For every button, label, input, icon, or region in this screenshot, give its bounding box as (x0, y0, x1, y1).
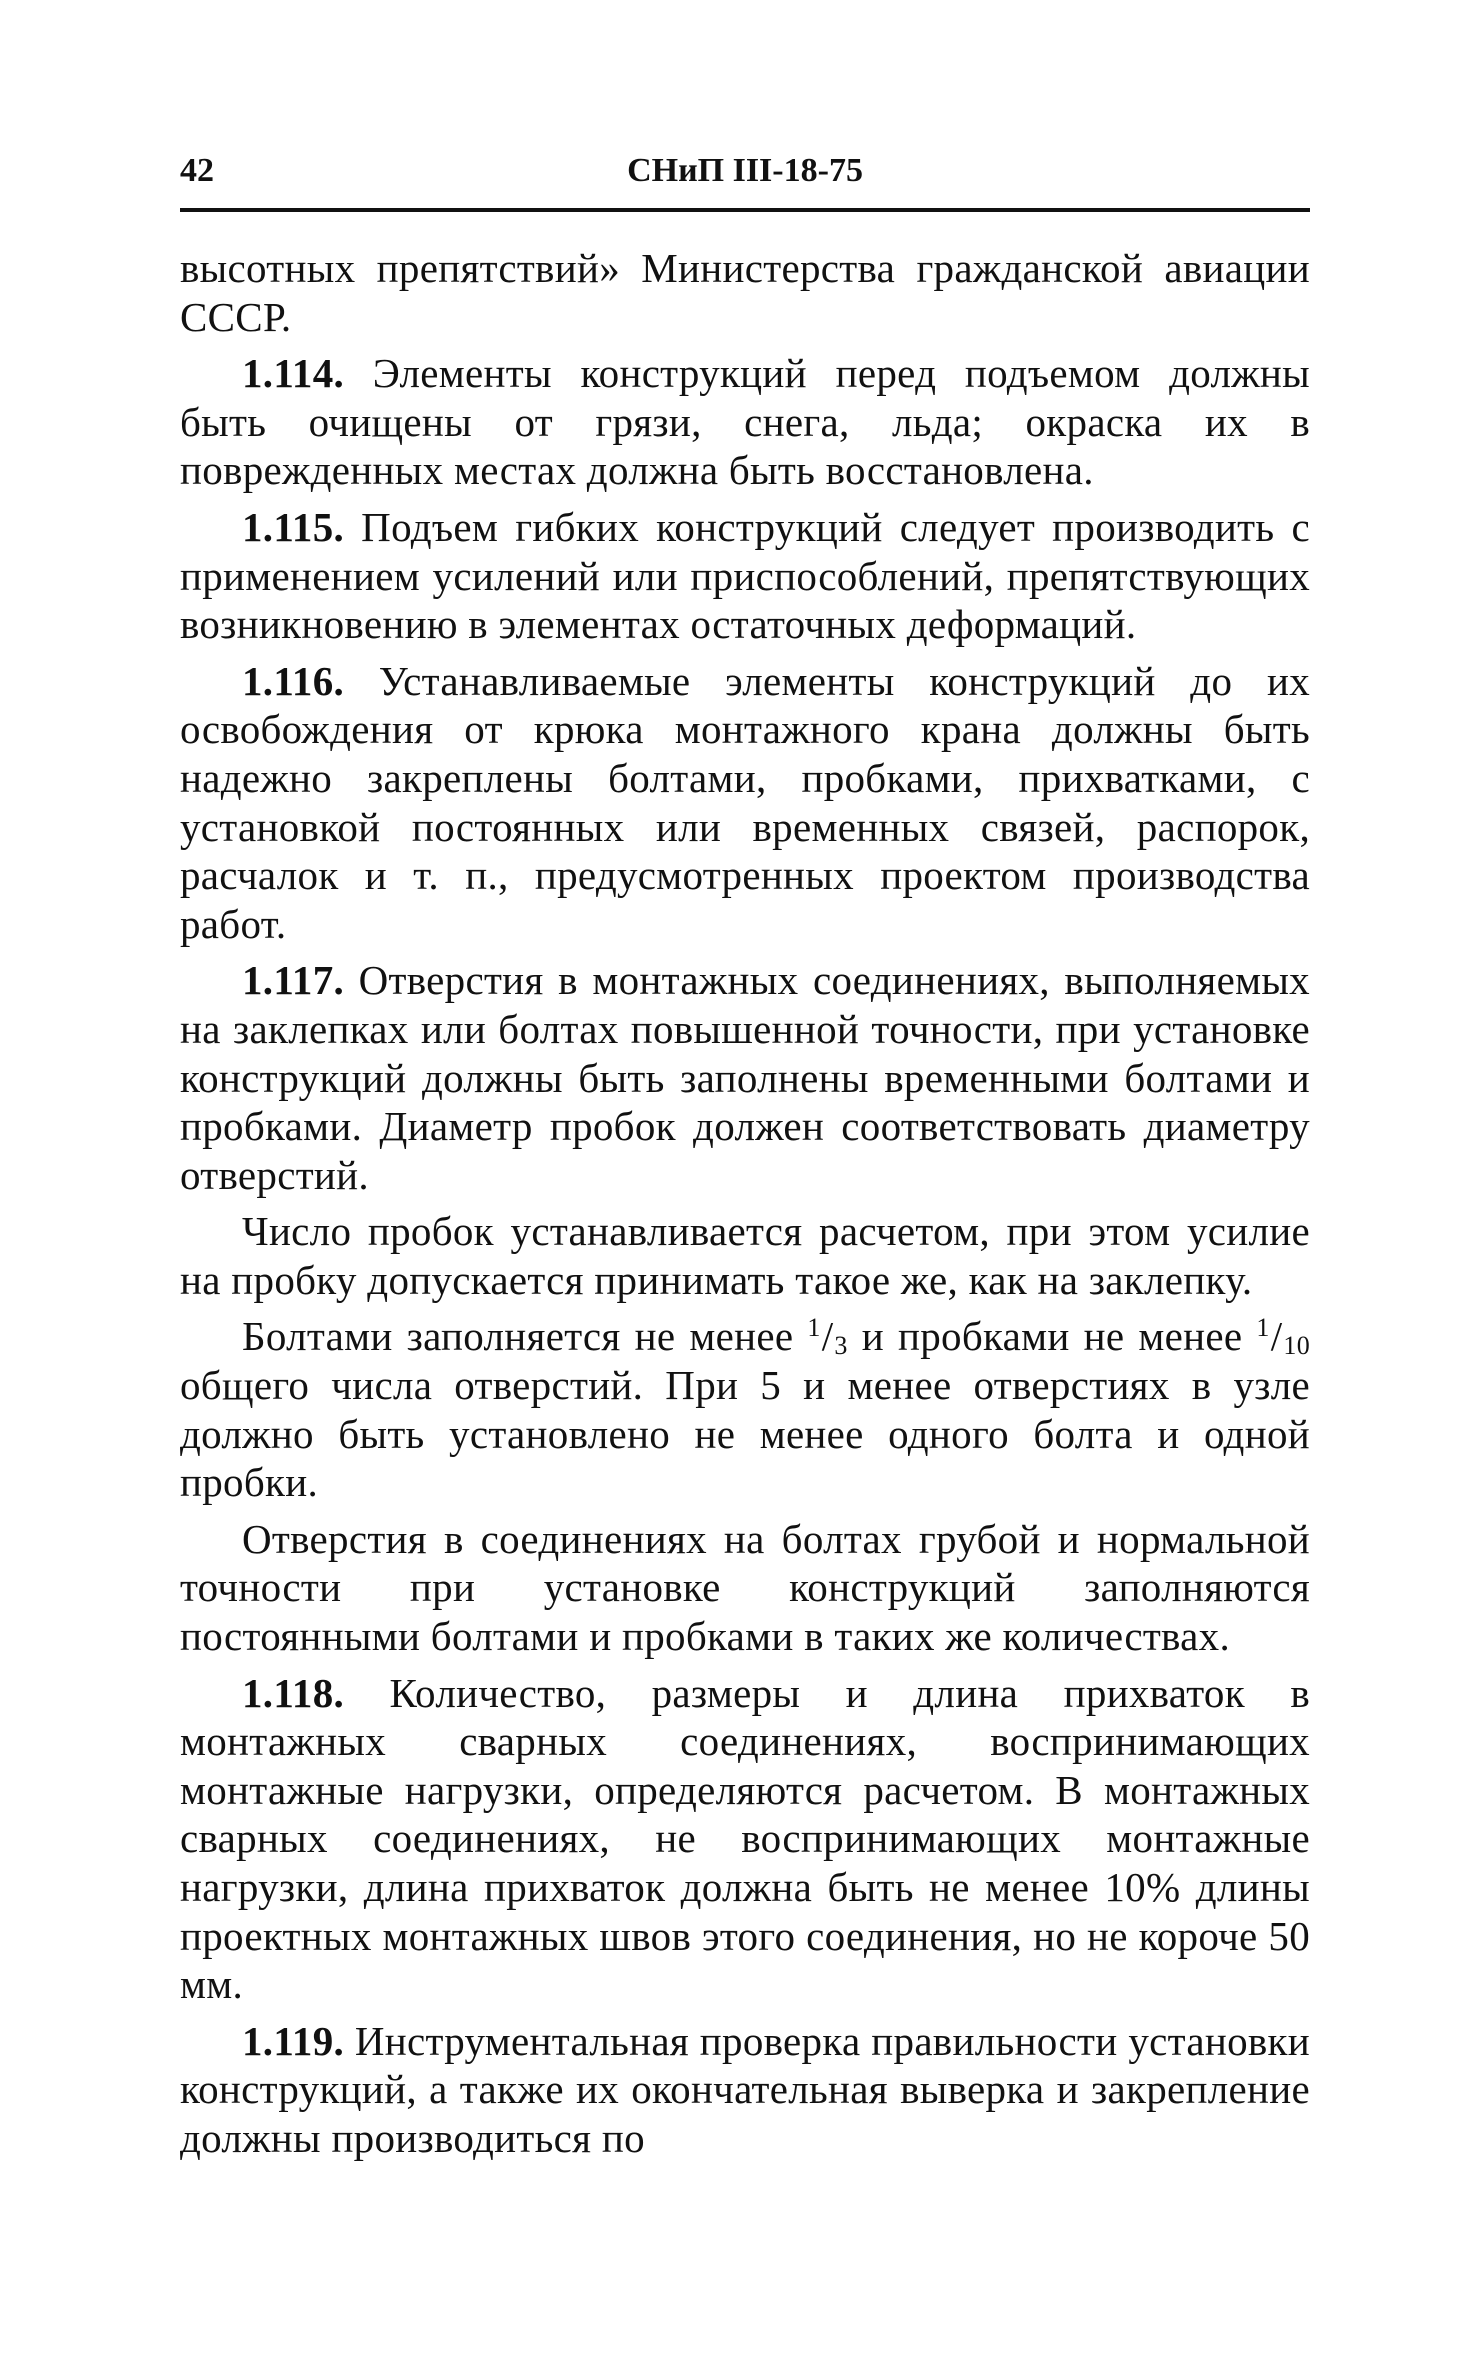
paragraph-text: высотных препятствий» Министерства гражданской авиации СССР. (180, 245, 1310, 340)
clause-1-115 (180, 503, 1310, 649)
clause-number: 1.117. (242, 957, 345, 1004)
clause-1-116 (180, 657, 1310, 949)
fraction-numerator: 1 (1256, 1313, 1270, 1343)
body-text (180, 244, 1310, 2163)
clause-1-118 (180, 1669, 1310, 2009)
clause-text: Отверстия в монтажных соединениях, выполняемых на заклепках или болтах повышенной точности, при установке конструкций должны быть заполнены временными болтами и пробками. Диаметр пробок должен соответствовать диаметру отверстий. (180, 957, 1310, 1198)
paragraph-text-part: и пробками не менее (847, 1313, 1257, 1360)
document-code: СНиП III-18-75 (627, 152, 863, 189)
clause-text: Элементы конструкций перед подъемом должны быть очищены от грязи, снега, льда; окраска их в поврежденных местах должна быть восстановлена. (180, 350, 1310, 494)
running-head (180, 148, 1310, 194)
paragraph-plugs-count (180, 1207, 1310, 1304)
fraction-slash: / (1270, 1313, 1283, 1360)
fraction-slash: / (821, 1313, 834, 1360)
header-rule (180, 208, 1310, 212)
paragraph-text-part: общего числа отверстий. При 5 и менее отверстиях в узле должно быть установлено не менее одного болта и одной пробки. (180, 1362, 1310, 1506)
fraction-denominator: 10 (1283, 1331, 1310, 1361)
fraction-denominator: 3 (834, 1331, 848, 1361)
clause-text: Количество, размеры и длина прихваток в монтажных сварных соединениях, воспринимающих монтажные нагрузки, определяются расчетом. В монтажных сварных соединениях, не воспринимающих монтажные нагрузки, длина прихваток должна быть не менее 10% длины проектных монтажных швов этого соединения, но не короче 50 мм. (180, 1669, 1310, 2008)
clause-number: 1.116. (242, 657, 345, 704)
paragraph-text: Отверстия в соединениях на болтах грубой и нормальной точности при установке конструкций заполняются постоянными болтами и пробками в таких же количествах. (180, 1515, 1310, 1660)
paragraph-continuation (180, 244, 1310, 341)
paragraph-fractions (180, 1312, 1310, 1506)
clause-text: Инструментальная проверка правильности установки конструкций, а также их окончательная выверка и закрепление должны производиться по (180, 2017, 1310, 2161)
clause-number: 1.115. (242, 503, 345, 550)
clause-number: 1.119. (242, 2017, 345, 2064)
paragraph-text: Число пробок устанавливается расчетом, при этом усилие на пробку допускается принимать такое же, как на заклепку. (180, 1208, 1310, 1303)
paragraph-rough-bolts (180, 1515, 1310, 1661)
document-page (180, 148, 1310, 2171)
page-number: 42 (180, 152, 214, 189)
clause-1-119 (180, 2017, 1310, 2163)
clause-1-114 (180, 349, 1310, 495)
clause-number: 1.114. (242, 350, 345, 397)
paragraph-text-part: Болтами заполняется не менее (242, 1313, 808, 1360)
clause-text: Подъем гибких конструкций следует производить с применением усилений или приспособлений, препятствующих возникновению в элементах остаточных деформаций. (180, 503, 1310, 648)
clause-text: Устанавливаемые элементы конструкций до их освобождения от крюка монтажного крана должны быть надежно закреплены болтами, пробками, прихватками, с установкой постоянных или временных связей, распорок, расчалок и т. п., предусмотренных проектом производства работ. (180, 657, 1310, 947)
clause-number: 1.118. (242, 1669, 345, 1716)
fraction-numerator: 1 (807, 1313, 821, 1343)
clause-1-117 (180, 956, 1310, 1199)
